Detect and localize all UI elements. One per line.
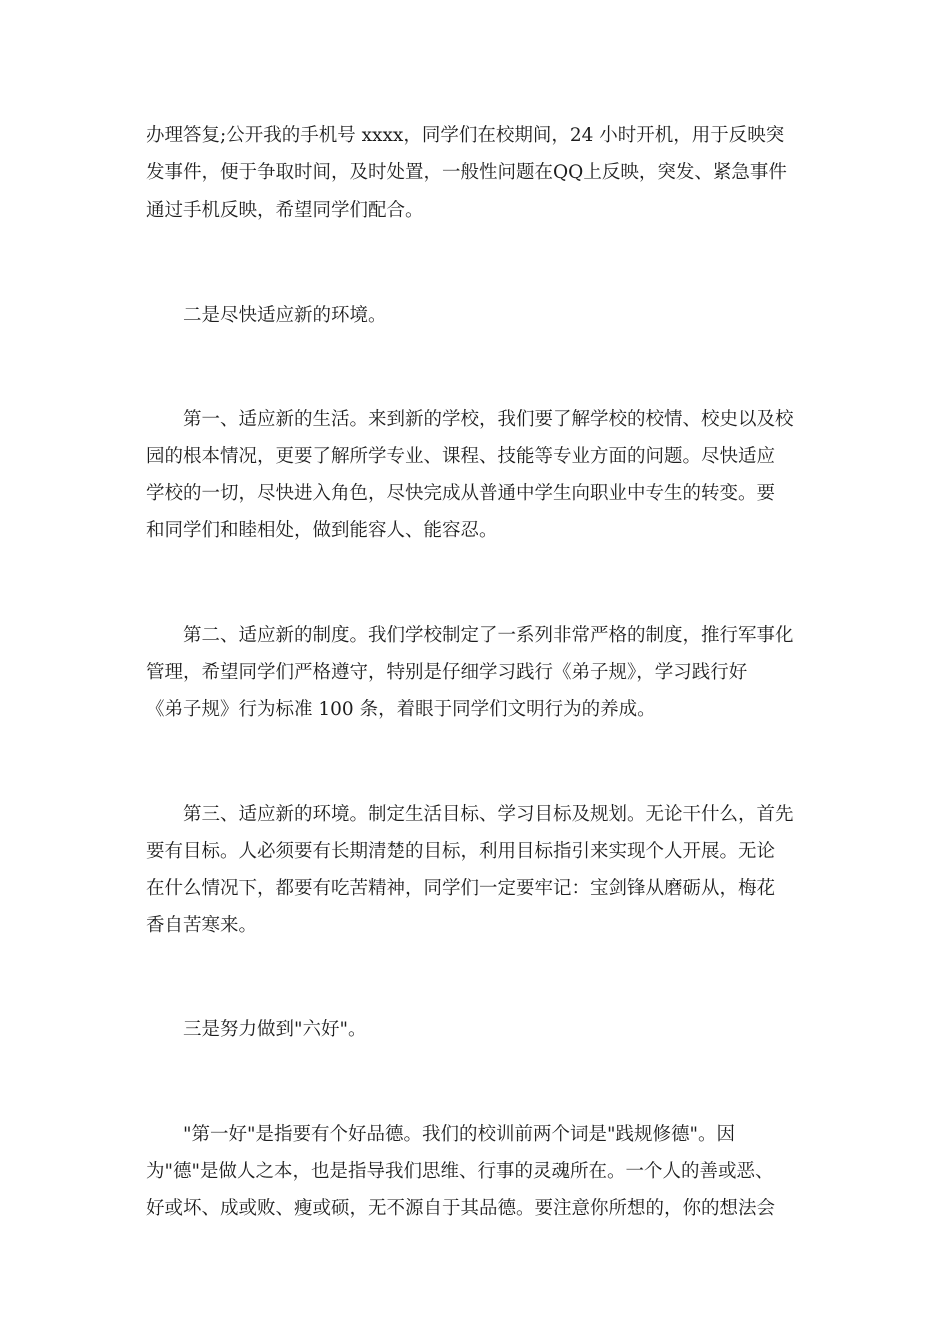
text-line: "第一好"是指要有个好品德。我们的校训前两个词是"践规修德"。因 xyxy=(146,1124,736,1145)
text-line: 办理答复;公开我的手机号 xxxx，同学们在校期间，24 小时开机，用于反映突 xyxy=(146,125,785,146)
text-line: 第三、适应新的环境。制定生活目标、学习目标及规划。无论干什么，首先 xyxy=(146,804,794,825)
text-line: 香自苦寒来。 xyxy=(146,915,258,936)
section-heading: 二是尽快适应新的环境。 xyxy=(146,305,387,326)
text-line: 第二、适应新的制度。我们学校制定了一系列非常严格的制度，推行军事化 xyxy=(146,625,794,646)
text-line: 好或坏、成或败、瘦或硕，无不源自于其品德。要注意你所想的，你的想法会 xyxy=(146,1198,776,1219)
text-line: 和同学们和睦相处，做到能容人、能容忍。 xyxy=(146,520,498,541)
text-line: 通过手机反映，希望同学们配合。 xyxy=(146,200,424,221)
section-heading: 三是努力做到"六好"。 xyxy=(146,1019,367,1040)
text-line: 《弟子规》行为标准 100 条，着眼于同学们文明行为的养成。 xyxy=(146,699,656,720)
text-line: 园的根本情况，更要了解所学专业、课程、技能等专业方面的问题。尽快适应 xyxy=(146,446,776,467)
text-line: 在什么情况下，都要有吃苦精神，同学们一定要牢记：宝剑锋从磨砺从，梅花 xyxy=(146,878,776,899)
text-line: 为"德"是做人之本，也是指导我们思维、行事的灵魂所在。一个人的善或恶、 xyxy=(146,1161,774,1182)
text-line: 管理，希望同学们严格遵守，特别是仔细学习践行《弟子规》，学习践行好 xyxy=(146,662,748,683)
text-line: 发事件，便于争取时间，及时处置，一般性问题在QQ上反映，突发、紧急事件 xyxy=(146,162,787,183)
text-line: 要有目标。人必须要有长期清楚的目标，利用目标指引来实现个人开展。无论 xyxy=(146,841,776,862)
text-line: 学校的一切，尽快进入角色，尽快完成从普通中学生向职业中专生的转变。要 xyxy=(146,483,776,504)
text-line: 第一、适应新的生活。来到新的学校，我们要了解学校的校情、校史以及校 xyxy=(146,409,794,430)
